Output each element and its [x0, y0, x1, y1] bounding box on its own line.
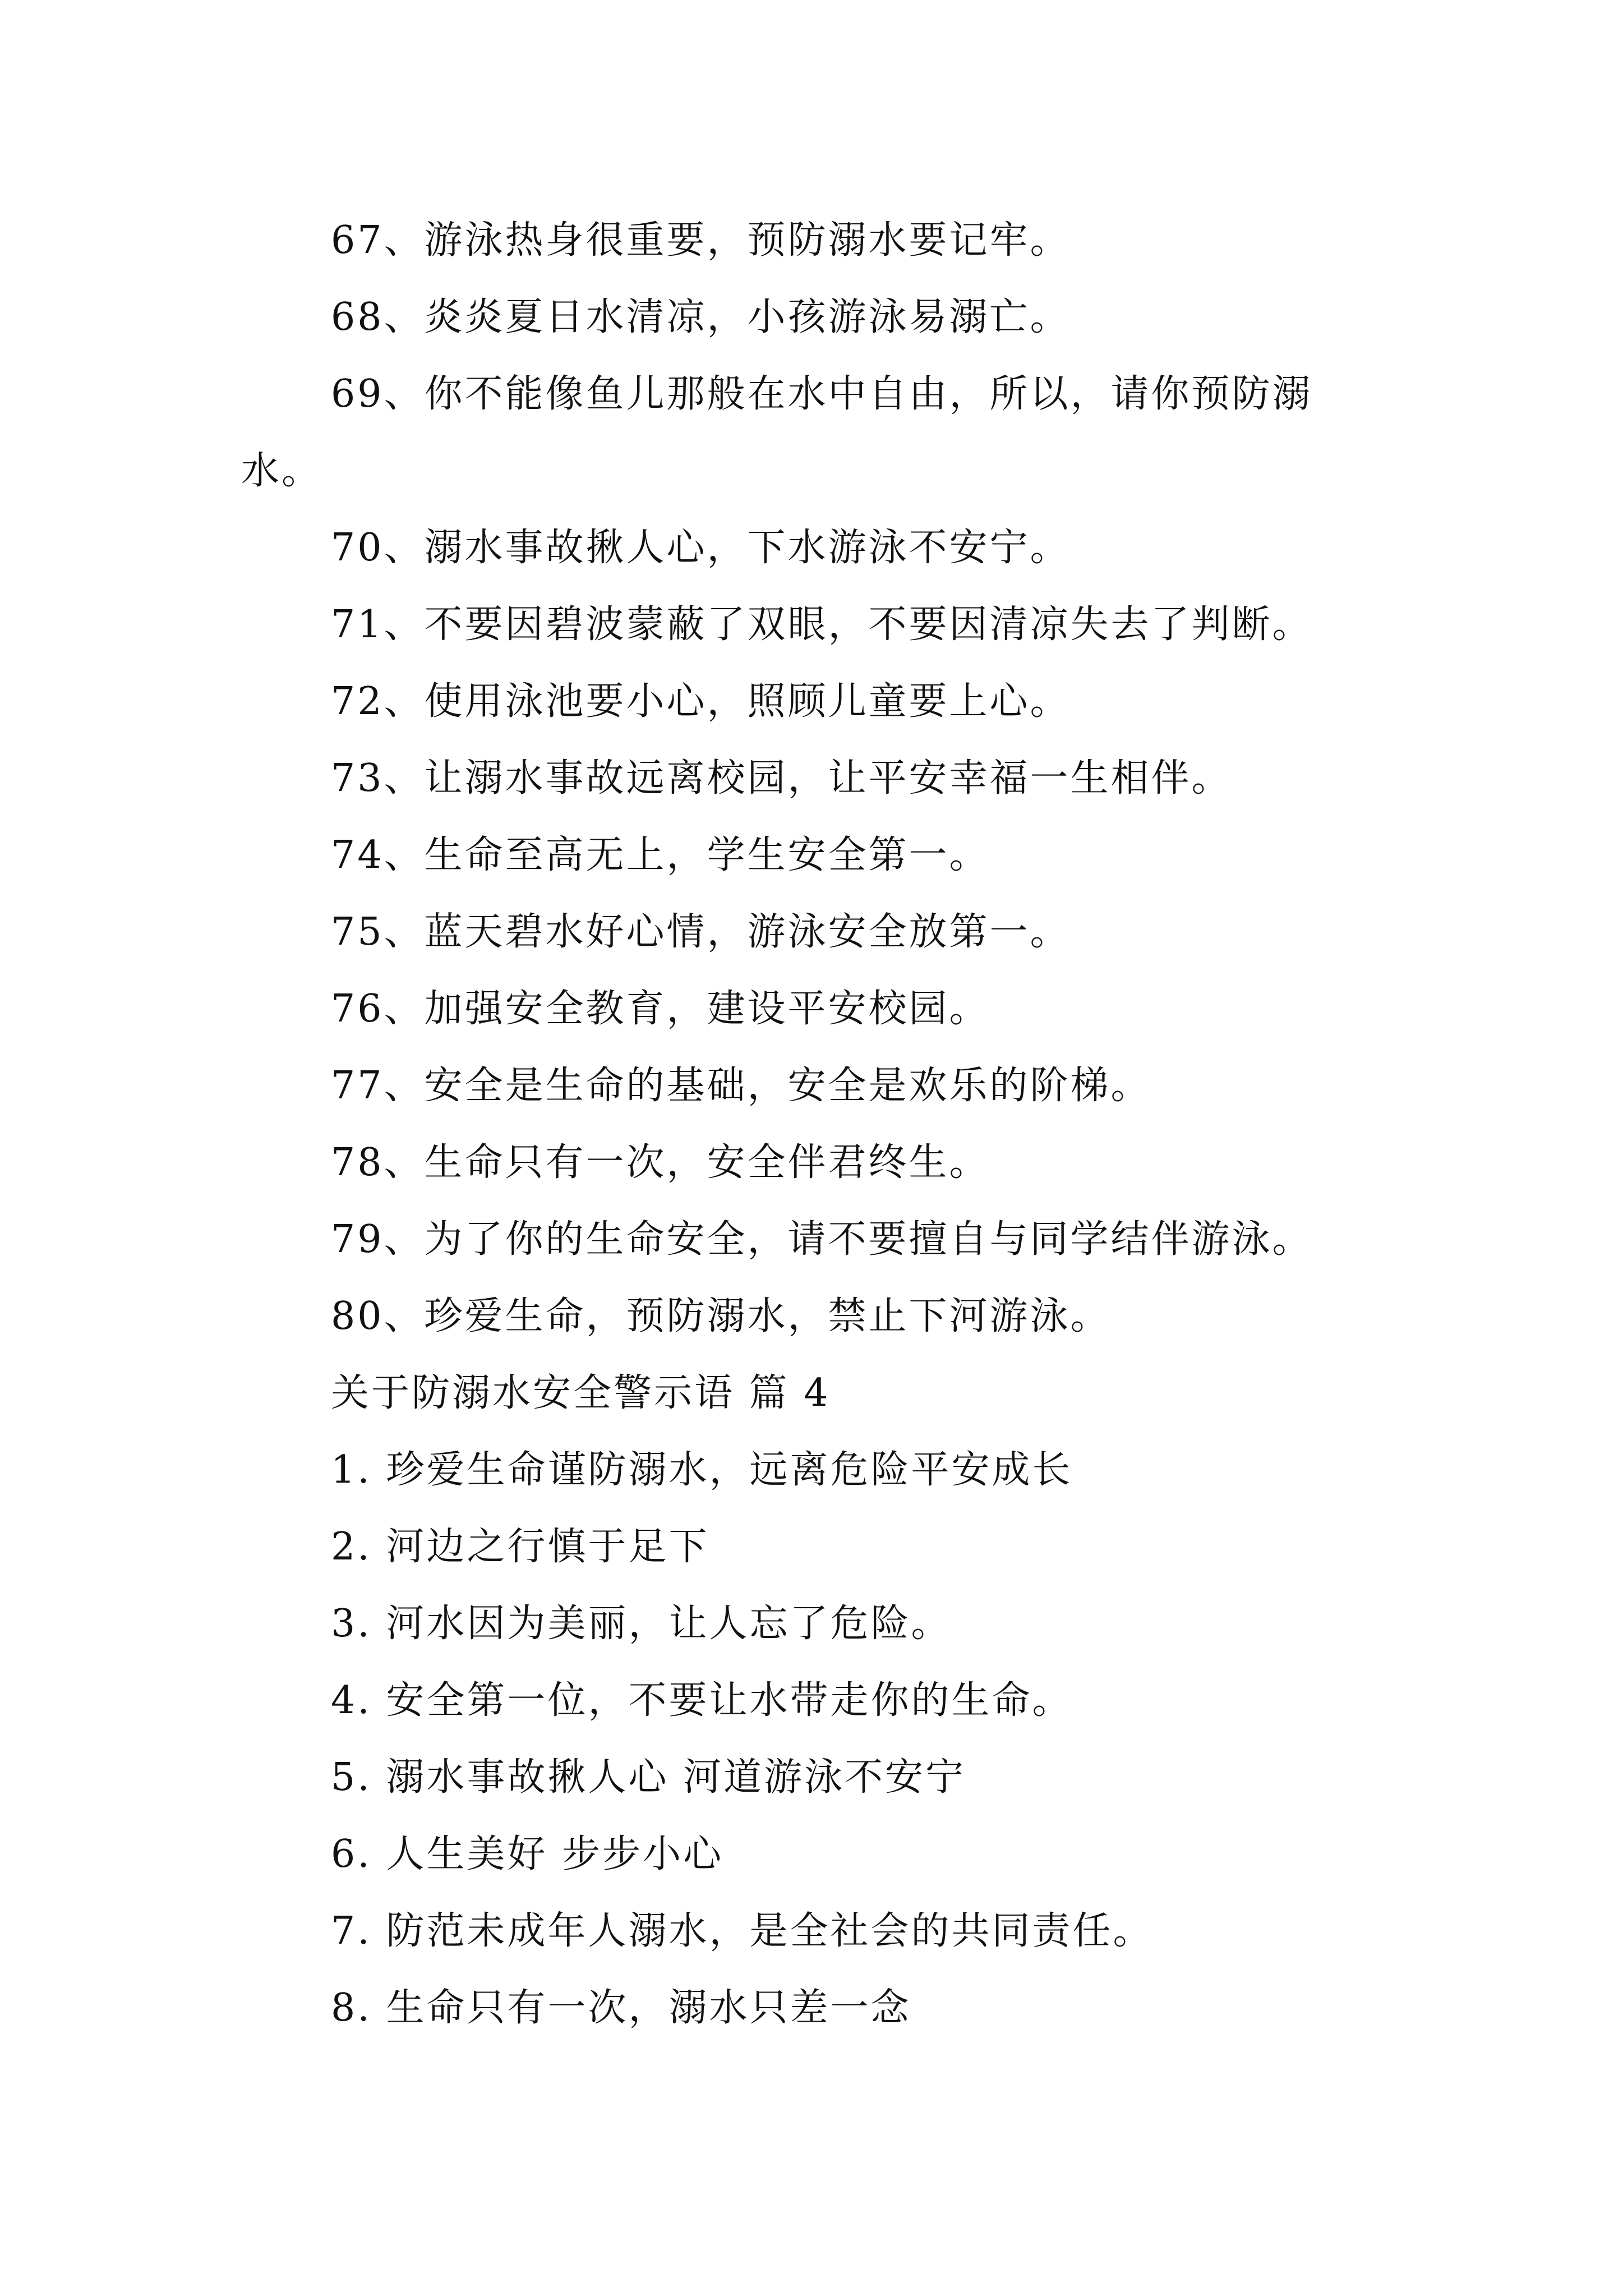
slogan-line-67: 67、游泳热身很重要，预防溺水要记牢。: [331, 218, 1071, 263]
slogan-line-69: 69、你不能像鱼儿那般在水中自由，所以，请你预防溺: [331, 372, 1313, 416]
list-item-4: 4. 安全第一位，不要让水带走你的生命。: [331, 1678, 1073, 1723]
list-item-5: 5. 溺水事故揪人心 河道游泳不安宁: [331, 1755, 966, 1800]
list-item-1: 1. 珍爱生命谨防溺水，远离危险平安成长: [331, 1448, 1073, 1492]
slogan-line-80: 80、珍爱生命，预防溺水，禁止下河游泳。: [331, 1294, 1111, 1338]
slogan-line-76: 76、加强安全教育，建设平安校园。: [331, 987, 990, 1031]
list-item-2: 2. 河边之行慎于足下: [331, 1525, 709, 1569]
list-item-8: 8. 生命只有一次，溺水只差一念: [331, 1986, 911, 2030]
slogan-line-72: 72、使用泳池要小心，照顾儿童要上心。: [331, 679, 1071, 724]
list-item-3: 3. 河水因为美丽，让人忘了危险。: [331, 1602, 952, 1646]
list-item-7: 7. 防范未成年人溺水，是全社会的共同责任。: [331, 1909, 1154, 1953]
slogan-line-68: 68、炎炎夏日水清凉，小孩游泳易溺亡。: [331, 295, 1071, 339]
slogan-line-74: 74、生命至高无上，学生安全第一。: [331, 833, 990, 877]
slogan-line-75: 75、蓝天碧水好心情，游泳安全放第一。: [331, 910, 1071, 954]
slogan-line-79: 79、为了你的生命安全，请不要擅自与同学结伴游泳。: [331, 1217, 1313, 1262]
slogan-line-77: 77、安全是生命的基础，安全是欢乐的阶梯。: [331, 1064, 1151, 1108]
document-body: [241, 202, 1396, 2046]
section-heading: 关于防溺水安全警示语 篇 4: [331, 1371, 831, 1415]
slogan-line-71: 71、不要因碧波蒙蔽了双眼，不要因清凉失去了判断。: [331, 602, 1313, 647]
list-item-6: 6. 人生美好 步步小心: [331, 1832, 724, 1876]
slogan-line-69-continued: 水。: [241, 449, 322, 493]
slogan-line-78: 78、生命只有一次，安全伴君终生。: [331, 1140, 990, 1185]
slogan-line-73: 73、让溺水事故远离校园，让平安幸福一生相伴。: [331, 756, 1232, 800]
slogan-line-70: 70、溺水事故揪人心，下水游泳不安宁。: [331, 526, 1071, 570]
